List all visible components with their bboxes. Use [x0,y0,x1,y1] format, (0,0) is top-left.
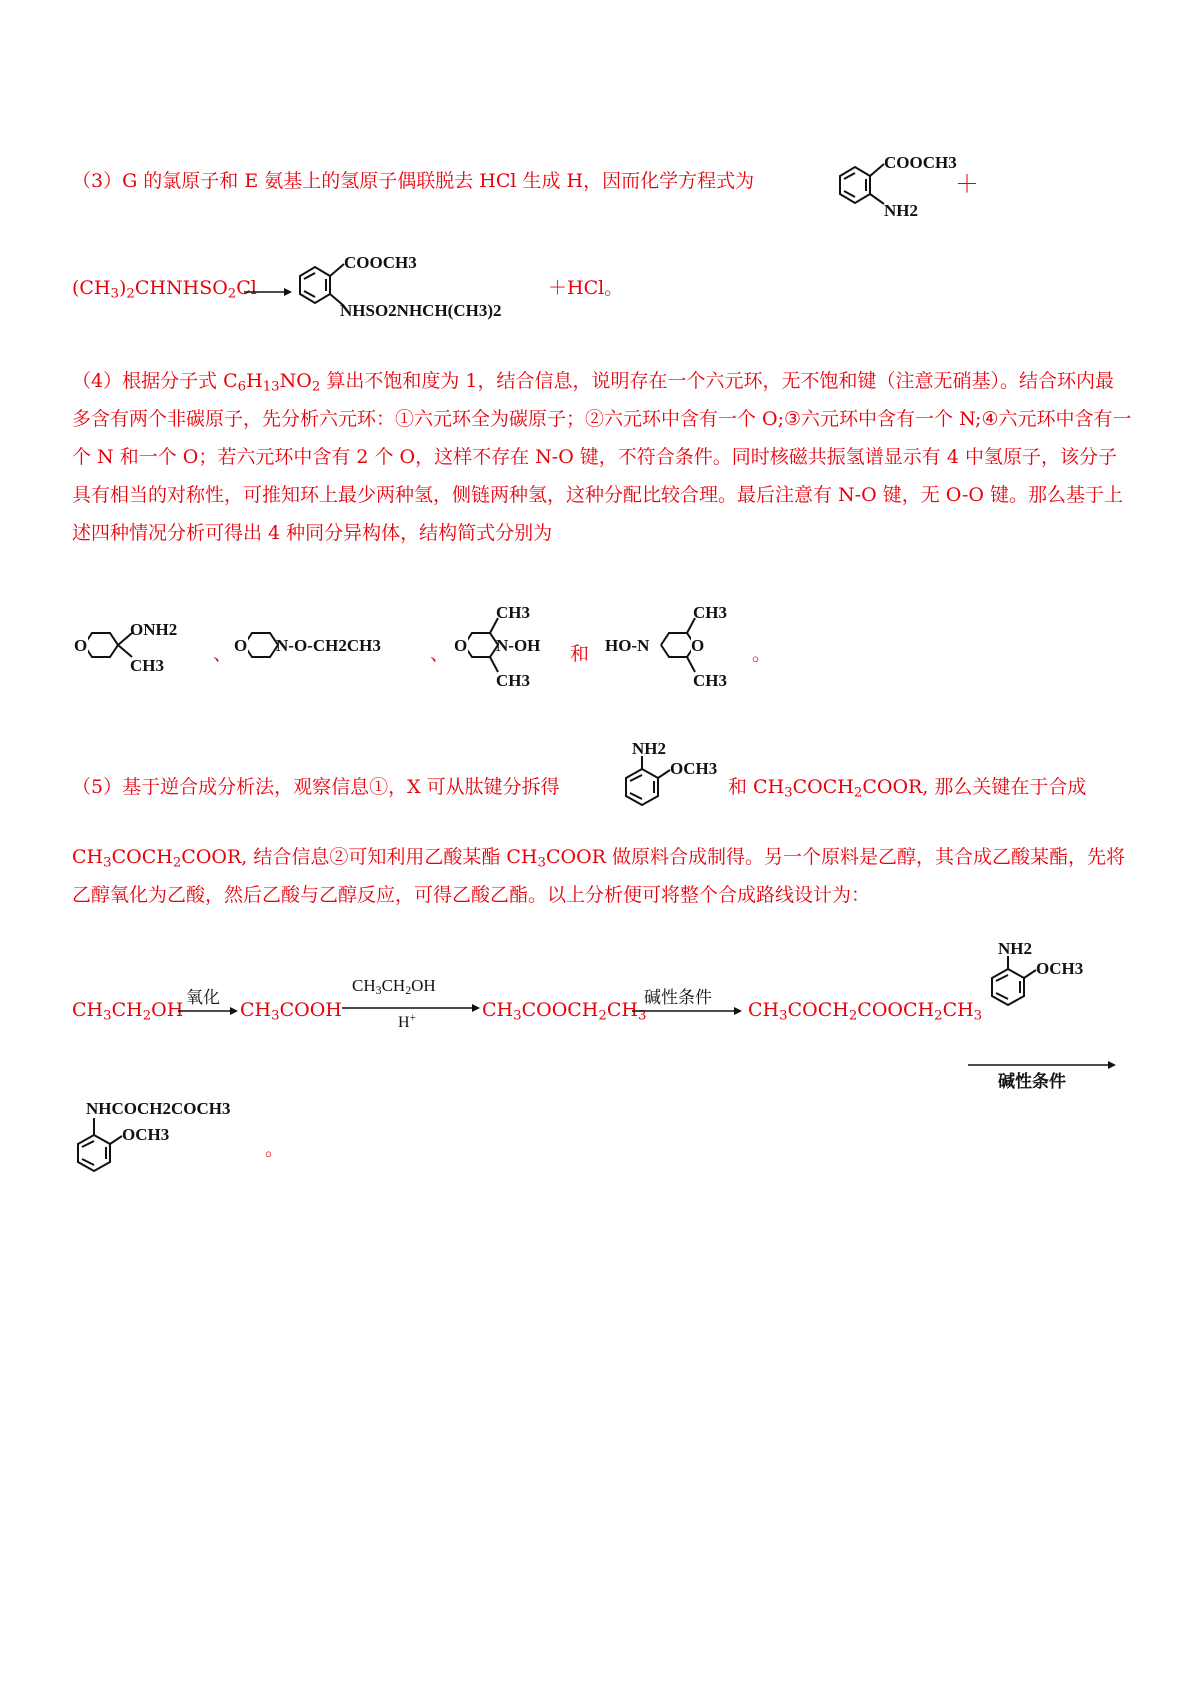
isomer3-ring-o: O [454,636,468,655]
route-a2-top: $CH_3CH_2OH$ [352,976,436,997]
part5-after: 和 $CH_3COCH_2COOR$, 那么关键在于合成 [728,776,1087,801]
product-h-structure [280,248,550,328]
route-end: 。 [265,1138,285,1160]
route-arrow-4 [968,1055,1120,1095]
isomer3-ch3-top: CH3 [496,603,530,622]
product-amide-label: NHSO2NHCH(CH3)2 [340,301,502,320]
hcl-byproduct: ＋HCl。 [548,277,624,299]
and-word: 和 [570,643,590,665]
route-s3: $CH_3COOCH_2CH_3$ [482,999,647,1024]
part5-intro: （5）基于逆合成分析法，观察信息①，X 可从肽键分拆得 [72,776,560,798]
amine-nh2: NH2 [632,739,666,758]
reactant-ester-label: COOCH3 [884,153,957,172]
final-product-structure [70,1098,290,1198]
route-a4-label: 碱性条件 [998,1072,1066,1092]
isomer3-ch3-bot: CH3 [496,671,530,690]
isomer1-ch3: CH3 [130,656,164,675]
sep-1: 、 [213,643,233,665]
part3-intro: （3）G 的氯原子和 E 氨基上的氢原子偶联脱去 HCl 生成 H，因而化学方程式为 [72,170,755,192]
isomer4-ch3-bot: CH3 [693,671,727,690]
route-s2: $CH_3COOH$ [240,999,342,1024]
part4-end: 。 [752,643,772,665]
product-ester-label: COOCH3 [344,253,417,272]
isomer2-ring-o: O [234,636,248,655]
isomer3-noh: N-OH [496,636,541,655]
reactant-amine-label: NH2 [884,201,918,220]
isomer4-ring-o: O [691,636,705,655]
route-reagent-nh2: NH2 [998,939,1032,958]
route-arrow-1 [178,985,240,1025]
amine-och3: OCH3 [670,759,718,778]
reagent-g: $(CH_3)_2CHNHSO_2Cl$ [72,277,257,302]
isomer-1-structure [70,615,210,685]
route-reagent-och3: OCH3 [1036,959,1084,978]
plus-sign: ＋ [955,170,979,198]
isomer2-chain: N-O-CH2CH3 [276,636,381,655]
sep-2: 、 [430,643,450,665]
route-a2-bot: H+ [398,1011,416,1031]
route-s4: $CH_3COCH_2COOCH_2CH_3$ [748,999,983,1024]
isomer1-ring-o: O [74,636,88,655]
final-chain: NHCOCH2COCH3 [86,1099,231,1118]
amine-structure [612,740,742,820]
route-a3-label: 碱性条件 [644,988,712,1008]
isomer4-hon: HO-N [605,636,650,655]
part5-paragraph: $CH_3COCH_2COOR$, 结合信息②可知利用乙酸某酯 $CH_3COOR$ 做原料合成制得。另一个原料是乙醇，其合成乙酸某酯，先将乙醇氧化为乙酸，然后乙酸与乙醇反应，可得乙酸乙酯。以上分析便可将整个合成路线设计为： [72,846,1126,906]
isomer4-ch3-top: CH3 [693,603,727,622]
route-reagent-amine [980,938,1110,1018]
route-a1-label: 氧化 [186,988,220,1008]
final-och3: OCH3 [122,1125,170,1144]
route-arrow-3 [632,985,744,1025]
isomer-4-structure [605,600,755,700]
isomer-3-structure [448,600,568,700]
isomer-2-structure [230,615,430,685]
part4-paragraph: （4）根据分子式 $C_6H_{13}NO_2$ 算出不饱和度为 1，结合信息，说明存在一个六元环，无不饱和键（注意无硝基）。结合环内最多含有两个非碳原子，先分析六元环：①六元环全为碳原子；②六元环中含有一个 O;③六元环中含有一个 N;④六元环中含有一个 N 和一个 O；若六元环中含有 2 个 O，这样不存在 N-O 键，不符合条件。同时核磁共振氢谱显示有 4 中氢原子，该分子具有相当的对称性，可推知环上最少两种氢，侧链两种氢，这种分配比较合理。最后注意有 N-O 键，无 O-O 键。那么基于上述四种情况分析可得出 4 种同分异构体，结构简式分别为 [72,370,1132,544]
isomer1-onh2: ONH2 [130,620,178,639]
route-s1: $CH_3CH_2OH$ [72,999,184,1024]
reactant-e-structure [810,148,960,228]
